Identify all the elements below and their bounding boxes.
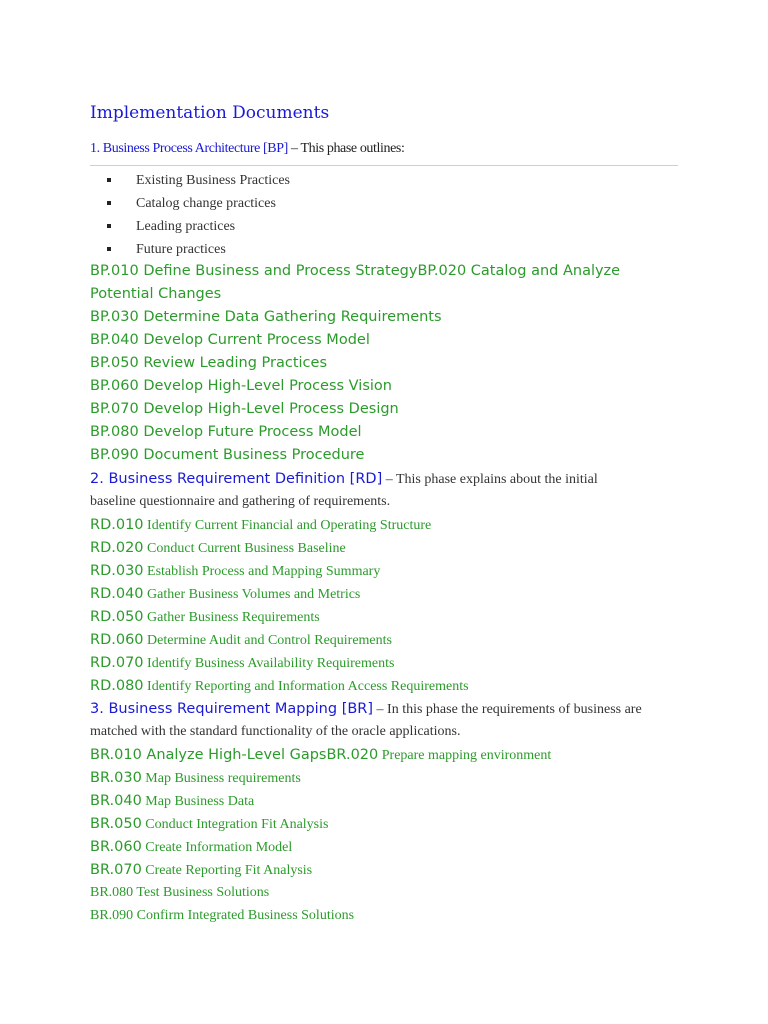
bullet-square-icon bbox=[107, 201, 111, 205]
rd-code: RD.020 bbox=[90, 540, 144, 556]
section-1-title: 1. Business Process Architecture [BP] bbox=[90, 141, 288, 156]
rd-text: Determine Audit and Control Requirements bbox=[143, 633, 392, 648]
rd-item bbox=[90, 559, 690, 582]
rd-item bbox=[90, 651, 690, 674]
br-item bbox=[90, 858, 690, 881]
section-2-heading bbox=[90, 467, 690, 490]
rd-text: Gather Business Volumes and Metrics bbox=[143, 587, 361, 602]
rd-item bbox=[90, 582, 690, 605]
rd-item bbox=[90, 628, 690, 651]
bullet-square-icon bbox=[107, 247, 111, 251]
bp-item: BP.010 Define Business and Process StrategyBP.020 Catalog and Analyze bbox=[90, 263, 621, 279]
rd-code: RD.030 bbox=[90, 563, 144, 579]
br-code: BR.040 bbox=[90, 793, 142, 809]
br-item: BR.090 Confirm Integrated Business Solutions bbox=[90, 908, 355, 923]
page-title: Implementation Documents bbox=[90, 103, 330, 123]
br-code: BR.060 bbox=[90, 839, 142, 855]
bp-item: BP.070 Develop High-Level Process Design bbox=[90, 401, 399, 417]
section-3-intro-continued: matched with the standard functionality of the oracle applications. bbox=[90, 724, 461, 739]
bullet-square-icon bbox=[107, 178, 111, 182]
br-item bbox=[90, 743, 690, 766]
br-item bbox=[90, 812, 690, 835]
br-text: Map Business requirements bbox=[141, 771, 301, 786]
br-item: BR.080 Test Business Solutions bbox=[90, 885, 270, 900]
bp-item: BP.030 Determine Data Gathering Requirements bbox=[90, 309, 442, 325]
br-text: Create Information Model bbox=[141, 840, 293, 855]
bp-item: BP.060 Develop High-Level Process Vision bbox=[90, 378, 392, 394]
section-2-intro: – This phase explains about the initial bbox=[382, 472, 598, 487]
rd-text: Identify Business Availability Requirements bbox=[143, 656, 395, 671]
rd-code: RD.080 bbox=[90, 678, 144, 694]
rd-text: Identify Current Financial and Operating Structure bbox=[143, 518, 432, 533]
rd-item bbox=[90, 536, 690, 559]
document-body bbox=[90, 260, 690, 927]
bp-item: BP.040 Develop Current Process Model bbox=[90, 332, 370, 348]
br-text: Prepare mapping environment bbox=[378, 748, 552, 763]
list-item: Existing Business Practices bbox=[90, 170, 290, 193]
rd-code: RD.050 bbox=[90, 609, 144, 625]
divider bbox=[90, 165, 678, 166]
bp-item-continued: Potential Changes bbox=[90, 286, 222, 302]
section-2-intro-continued: baseline questionnaire and gathering of requirements. bbox=[90, 494, 391, 509]
section-3-intro: – In this phase the requirements of business are bbox=[373, 702, 642, 717]
bp-item: BP.080 Develop Future Process Model bbox=[90, 424, 362, 440]
rd-text: Conduct Current Business Baseline bbox=[143, 541, 346, 556]
bp-item: BP.090 Document Business Procedure bbox=[90, 447, 365, 463]
rd-code: RD.010 bbox=[90, 517, 144, 533]
bp-item: BP.050 Review Leading Practices bbox=[90, 355, 328, 371]
br-code: BR.010 Analyze High-Level GapsBR.020 bbox=[90, 747, 379, 763]
br-text: Conduct Integration Fit Analysis bbox=[141, 817, 329, 832]
br-item bbox=[90, 835, 690, 858]
list-item: Catalog change practices bbox=[90, 193, 290, 216]
br-code: BR.030 bbox=[90, 770, 142, 786]
section-3-heading bbox=[90, 697, 690, 720]
rd-code: RD.070 bbox=[90, 655, 144, 671]
rd-code: RD.040 bbox=[90, 586, 144, 602]
br-code: BR.070 bbox=[90, 862, 142, 878]
list-item: Future practices bbox=[90, 239, 290, 262]
section-1-intro: – This phase outlines: bbox=[287, 141, 405, 156]
br-item bbox=[90, 766, 690, 789]
rd-text: Establish Process and Mapping Summary bbox=[143, 564, 381, 579]
rd-item bbox=[90, 605, 690, 628]
rd-text: Identify Reporting and Information Access Requirements bbox=[143, 679, 469, 694]
br-code: BR.050 bbox=[90, 816, 142, 832]
rd-item bbox=[90, 674, 690, 697]
rd-item bbox=[90, 513, 690, 536]
br-item bbox=[90, 789, 690, 812]
rd-text: Gather Business Requirements bbox=[143, 610, 320, 625]
br-text: Map Business Data bbox=[141, 794, 255, 809]
section-1-heading bbox=[90, 141, 404, 157]
rd-code: RD.060 bbox=[90, 632, 144, 648]
list-item: Leading practices bbox=[90, 216, 290, 239]
bullet-list bbox=[90, 170, 290, 262]
section-3-title: 3. Business Requirement Mapping [BR] bbox=[90, 701, 374, 717]
section-2-title: 2. Business Requirement Definition [RD] bbox=[90, 471, 383, 487]
br-text: Create Reporting Fit Analysis bbox=[141, 863, 313, 878]
bullet-square-icon bbox=[107, 224, 111, 228]
